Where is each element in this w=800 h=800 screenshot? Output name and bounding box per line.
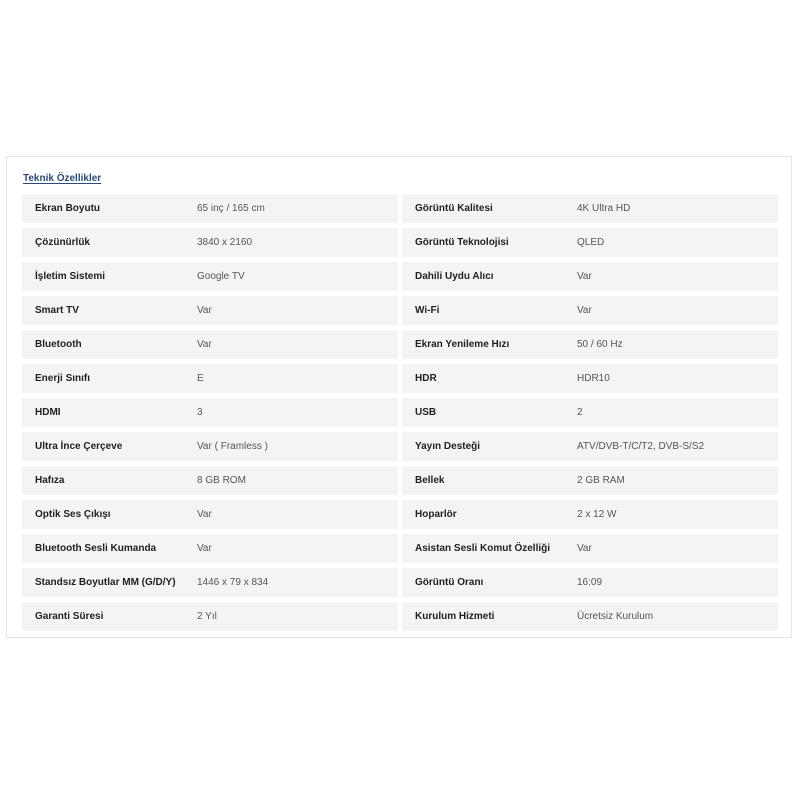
spec-row — [402, 364, 778, 393]
spec-row — [22, 330, 398, 359]
spec-value: Var — [577, 543, 592, 554]
spec-value: 2 x 12 W — [577, 509, 617, 520]
spec-label: Garanti Süresi — [35, 611, 104, 622]
spec-value: 3840 x 2160 — [197, 237, 253, 248]
spec-label: Standsız Boyutlar MM (G/D/Y) — [35, 577, 176, 588]
spec-value: 2 Yıl — [197, 611, 217, 622]
spec-value: QLED — [577, 237, 605, 248]
spec-value: Var — [197, 305, 212, 316]
spec-row — [402, 398, 778, 427]
tab-technical-specifications[interactable]: Teknik Özellikler — [23, 173, 102, 184]
spec-row — [22, 500, 398, 529]
spec-label: Bluetooth Sesli Kumanda — [35, 543, 157, 554]
spec-row — [22, 534, 398, 563]
spec-value: Var ( Framless ) — [197, 441, 268, 452]
spec-value: HDR10 — [577, 373, 610, 384]
spec-row — [402, 466, 778, 495]
spec-label: Görüntü Kalitesi — [415, 203, 493, 214]
spec-label: Bellek — [415, 475, 445, 486]
spec-row — [402, 432, 778, 461]
spec-label: Asistan Sesli Komut Özelliği — [415, 543, 551, 554]
spec-row — [22, 466, 398, 495]
spec-value: 8 GB ROM — [197, 475, 246, 486]
spec-label: İşletim Sistemi — [35, 271, 106, 282]
spec-row — [402, 330, 778, 359]
spec-row — [22, 194, 398, 223]
spec-value: Var — [197, 339, 212, 350]
spec-value: Var — [197, 509, 212, 520]
spec-row — [22, 228, 398, 257]
spec-row — [22, 432, 398, 461]
spec-label: Hafıza — [35, 475, 65, 486]
spec-row — [402, 228, 778, 257]
spec-value: 50 / 60 Hz — [577, 339, 623, 350]
spec-label: Bluetooth — [35, 339, 82, 350]
spec-label: Görüntü Oranı — [415, 577, 484, 588]
spec-label: Wi-Fi — [415, 305, 440, 316]
spec-value: E — [197, 373, 204, 384]
spec-value: Ücretsiz Kurulum — [577, 611, 654, 622]
spec-label: Optik Ses Çıkışı — [35, 509, 111, 520]
specifications-card — [6, 156, 792, 638]
spec-label: Görüntü Teknolojisi — [415, 237, 509, 248]
spec-label: Hoparlör — [415, 509, 457, 520]
spec-value: 1446 x 79 x 834 — [197, 577, 269, 588]
spec-value: Var — [577, 271, 592, 282]
spec-row — [402, 194, 778, 223]
spec-row — [402, 534, 778, 563]
spec-label: Dahili Uydu Alıcı — [415, 271, 494, 282]
spec-value: Google TV — [197, 271, 245, 282]
spec-row — [22, 296, 398, 325]
spec-row — [402, 262, 778, 291]
spec-value: 4K Ultra HD — [577, 203, 631, 214]
spec-label: Ekran Yenileme Hızı — [415, 339, 510, 350]
spec-label: Ultra İnce Çerçeve — [35, 441, 123, 452]
spec-label: USB — [415, 407, 437, 418]
spec-label: Ekran Boyutu — [35, 203, 101, 214]
spec-value: ATV/DVB-T/C/T2, DVB-S/S2 — [577, 441, 705, 452]
spec-label: Kurulum Hizmeti — [415, 611, 495, 622]
spec-row — [402, 568, 778, 597]
spec-row — [22, 398, 398, 427]
spec-row — [402, 296, 778, 325]
spec-value: 16:09 — [577, 577, 603, 588]
spec-value: 2 — [577, 407, 583, 418]
spec-value: 65 inç / 165 cm — [197, 203, 265, 214]
spec-label: HDMI — [35, 407, 61, 418]
spec-value: Var — [577, 305, 592, 316]
spec-row — [22, 568, 398, 597]
spec-row — [22, 364, 398, 393]
spec-row — [402, 500, 778, 529]
specifications-table — [22, 194, 778, 631]
spec-label: HDR — [415, 373, 437, 384]
spec-value: 3 — [197, 407, 203, 418]
spec-row — [402, 602, 778, 631]
spec-row — [22, 262, 398, 291]
spec-label: Yayın Desteği — [415, 441, 481, 452]
spec-label: Smart TV — [35, 305, 79, 316]
spec-row — [22, 602, 398, 631]
spec-value: 2 GB RAM — [577, 475, 625, 486]
spec-value: Var — [197, 543, 212, 554]
spec-label: Çözünürlük — [35, 237, 90, 248]
spec-label: Enerji Sınıfı — [35, 373, 91, 384]
